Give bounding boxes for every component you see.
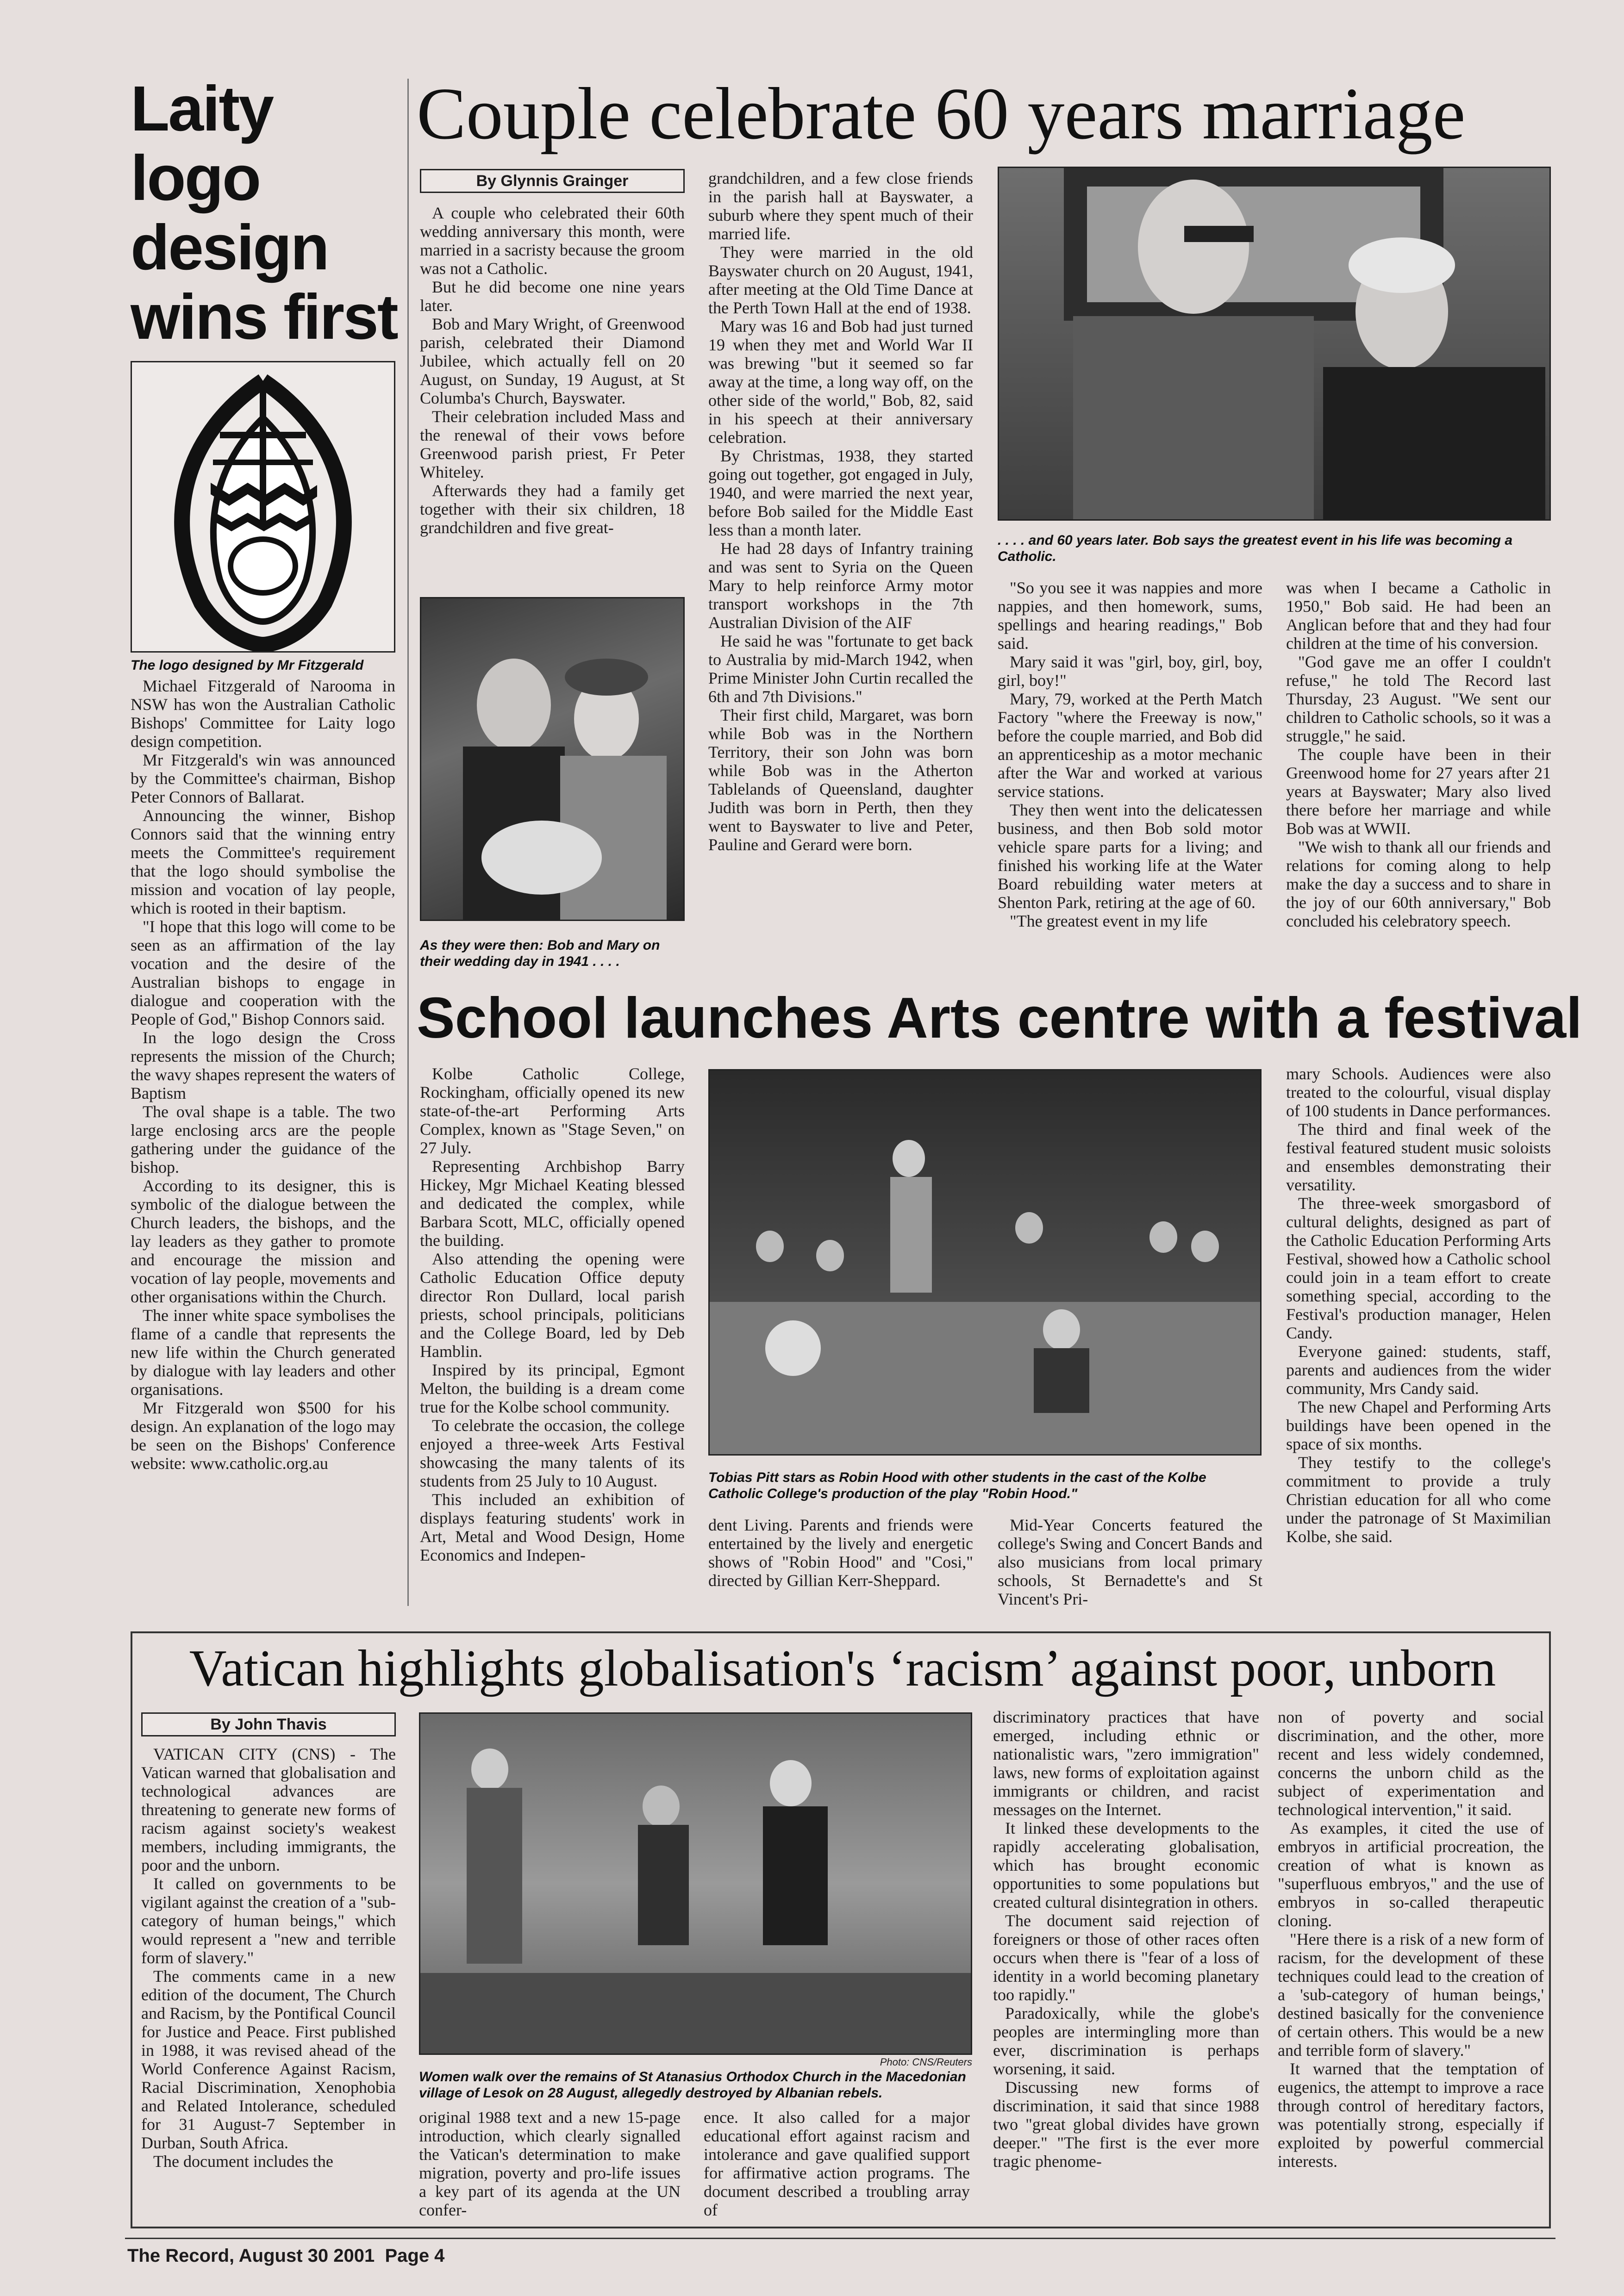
laity-headline: Laity logo design wins first: [131, 73, 397, 353]
paragraph: Their celebration included Mass and the renewal of their vows before Greenwood parish priest, Fr Peter Whiteley.: [420, 407, 685, 481]
paragraph: was when I became a Catholic in 1950," Bob said. He had been an Anglican before that and they had four children at the time of his conversion.: [1286, 579, 1551, 653]
paragraph: Also attending the opening were Catholic Education Office deputy director Ron Dullard, local parish priests, school principals, politicians and the College Board, led by Deb Hamblin.: [420, 1250, 685, 1361]
paragraph: "I hope that this logo will come to be seen as an affirmation of the lay vocation and the desire of the Australian bishops to engage in dialogue and cooperation with the People of God," Bishop Connors said.: [131, 917, 395, 1028]
couple-col1: [420, 204, 685, 537]
school-col3: [998, 1516, 1262, 1608]
page-footer: The Record, August 30 2001 Page 4: [127, 2246, 445, 2266]
paragraph: Mr Fitzgerald's win was announced by the Committee's chairman, Bishop Peter Connors of Ballarat.: [131, 751, 395, 806]
wedding-photo: [420, 597, 685, 921]
paragraph: non of poverty and social discrimination, and the other, more recent and less widely condemned, concerns the unborn child as the subject of experimentation and technological intervention," it said.: [1278, 1708, 1544, 1819]
paragraph: grandchildren, and a few close friends in the parish hall at Bayswater, a suburb where they spent much of their married life.: [708, 169, 973, 243]
lesok-church-photo: [419, 1712, 972, 2055]
couple-headline: Couple celebrate 60 years marriage: [417, 72, 1466, 155]
laity-logo: [131, 361, 395, 653]
paragraph: The oval shape is a table. The two large enclosing arcs are the people gathering under the guidance of the bishop.: [131, 1102, 395, 1176]
vatican-byline: By John Thavis: [141, 1712, 396, 1736]
wedding-photo-caption: As they were then: Bob and Mary on their wedding day in 1941 . . . .: [420, 938, 660, 969]
paragraph: The document includes the: [153, 2152, 333, 2171]
vatican-col5: [1278, 1708, 1544, 2171]
robin-hood-photo: [708, 1069, 1262, 1456]
school-headline: School launches Arts centre with a festival: [417, 986, 1582, 1050]
paragraph: "We wish to thank all our friends and relations for coming along to help make the day a success and to share in the joy of our 60th anniversary," Bob concluded his celebratory speech.: [1286, 838, 1551, 930]
couple-col2: [708, 169, 973, 854]
paragraph: The document said rejection of foreigners or those of other races often occurs when there is "fear of a loss of identity in a world becoming planetary too rapidly.": [993, 1911, 1259, 2004]
paragraph: It called on governments to be vigilant against the creation of a "sub-category of human beings," which would represent a "new and terrible form of slavery.": [141, 1874, 396, 1967]
paragraph: They testify to the college's commitment to provide a truly Christian education for all who come under the patronage of St Maximilian Kolbe, she said.: [1286, 1453, 1551, 1546]
cross-logo-icon: [132, 362, 394, 651]
couple-byline: By Glynnis Grainger: [420, 169, 685, 193]
paragraph: Paradoxically, while the globe's peoples are intermingling more than ever, discrimination is perhaps worsening, it said.: [993, 2004, 1259, 2078]
couple-col3: [998, 579, 1262, 930]
paragraph: According to its designer, this is symbolic of the dialogue between the Church leaders, the bishops, and the lay leaders as they gather to promote and encourage the mission and vocation of lay people, movements and other organisations within the Church.: [131, 1176, 395, 1306]
laity-logo-caption: The logo designed by Mr Fitzgerald: [131, 658, 364, 673]
robin-hood-caption: Tobias Pitt stars as Robin Hood with other students in the cast of the Kolbe Catholic College's production of the play "Robin Hood.": [708, 1470, 1206, 1501]
school-col2: [708, 1516, 973, 1590]
paragraph: Their first child, Margaret, was born while Bob was in the Northern Territory, their son John was born while Bob was in the Atherton Tablelands of Queensland, daughter Judith was born in Perth, then they went to Bayswater to live and Peter, Pauline and Gerard were born.: [708, 706, 973, 854]
paragraph: Everyone gained: students, staff, parents and audiences from the wider community, Mrs Candy said.: [1286, 1342, 1551, 1398]
paragraph: He said he was "fortunate to get back to Australia by mid-March 1942, when Prime Minister John Curtin recalled the 6th and 7th Divisions.": [708, 632, 973, 706]
paragraph: mary Schools. Audiences were also treated to the colourful, visual display of 100 students in Dance performances.: [1286, 1064, 1551, 1120]
column-divider: [407, 79, 409, 1606]
paragraph: They then went into the delicatessen business, and then Bob sold motor vehicle spare parts for a living; and finished his working life at the Water Board rebuilding water meters at Shenton Park, retiring at the age of 60.: [998, 801, 1262, 912]
paragraph: discriminatory practices that have emerged, including ethnic or nationalistic wars, "zero immigration" laws, new forms of exploitation against immigrants or children, and racist messages on the Internet.: [993, 1708, 1259, 1819]
paragraph: The three-week smorgasbord of cultural delights, designed as part of the Catholic Education Performing Arts Festival, showed how a Catholic school could join in a team effort to create something special, according to the Festival's production manager, Helen Candy.: [1286, 1194, 1551, 1342]
paragraph: "Here there is a risk of a new form of racism, for the development of these techniques could lead to the creation of a 'sub-category of human beings,' destined basically for the convenience of certain others. This would be a new and terrible form of slavery.": [1278, 1930, 1544, 2060]
paragraph: Kolbe Catholic College, Rockingham, officially opened its new state-of-the-art Performing Arts Complex, known as "Stage Seven," on 27 July.: [420, 1064, 685, 1157]
vatican-col4: [993, 1708, 1259, 2171]
paragraph: He had 28 days of Infantry training and was sent to Syria on the Queen Mary to help reinforce Army motor transport workshops in the 7th Australian Division of the AIF: [708, 539, 973, 632]
paragraph: The comments came in a new edition of the document, The Church and Racism, by the Pontifical Council for Justice and Peace. First published in 1988, it was revised ahead of the World Conference Against Racism, Racial Discrimination, Xenophobia and Related Intolerance, scheduled for 31 August-7 September in Durban, South Africa.: [141, 1967, 396, 2152]
paragraph: A couple who celebrated their 60th wedding anniversary this month, were married in a sacristy because the groom was not a Catholic.: [420, 204, 685, 278]
school-col4: [1286, 1064, 1551, 1546]
paragraph: Inspired by its principal, Egmont Melton, the building is a dream come true for the Kolbe school community.: [420, 1361, 685, 1416]
paragraph: To celebrate the occasion, the college enjoyed a three-week Arts Festival showcasing the many talents of its students from 25 July to 10 August.: [420, 1416, 685, 1490]
paragraph: Mary was 16 and Bob had just turned 19 when they met and World War II was brewing "but it seemed so far away at the time, a long way off, on the other side of the world," Bob, 82, said in his speech at their anniversary celebration.: [708, 317, 973, 447]
paragraph: ence. It also called for a major educational effort against racism and intolerance and gave qualified support for affirmative action programs. The document described a troubling array of: [704, 2108, 970, 2219]
paragraph: In the logo design the Cross represents the mission of the Church; the wavy shapes represent the waters of Baptism: [131, 1028, 395, 1102]
paragraph: The inner white space symbolises the flame of a candle that represents the new life within the Church generated by dialogue with lay leaders and other organisations.: [131, 1306, 395, 1399]
paragraph: original 1988 text and a new 15-page introduction, which clearly signalled the Vatican's determination to make migration, poverty and pro-life issues a key part of its agenda at the UN confer-: [419, 2108, 681, 2219]
vatican-col2: [419, 2108, 681, 2219]
paragraph: "The greatest event in my life: [1010, 912, 1208, 930]
paragraph: Mr Fitzgerald won $500 for his design. An explanation of the logo may be seen on the Bishops' Conference website: www.catholic.org.au: [131, 1399, 395, 1473]
footer-rule: [125, 2238, 1555, 2239]
paragraph: Mid-Year Concerts featured the college's Swing and Concert Bands and also musicians from local primary schools, St Bernadette's and St Vincent's Pri-: [998, 1516, 1262, 1608]
paragraph: It warned that the temptation of eugenics, the attempt to improve a race through control of hereditary factors, was potentially strong, especially if exploited by powerful commercial interests.: [1278, 2060, 1544, 2171]
vatican-col1: [141, 1745, 396, 2171]
paragraph: The couple have been in their Greenwood home for 27 years after 21 years at Bayswater; Mary also lived there before her marriage and while Bob was at WWII.: [1286, 745, 1551, 838]
vatican-col3: [704, 2108, 970, 2219]
paragraph: Representing Archbishop Barry Hickey, Mgr Michael Keating blessed and dedicated the complex, while Barbara Scott, MLC, officially opened the building.: [420, 1157, 685, 1250]
paragraph: dent Living. Parents and friends were entertained by the lively and energetic shows of "Robin Hood" and "Cosi," directed by Gillian Kerr-Sheppard.: [708, 1516, 973, 1590]
lesok-photo-caption: Women walk over the remains of St Atanasius Orthodox Church in the Macedonian village of Lesok on 28 August, allegedly destroyed by Albanian rebels.: [419, 2069, 966, 2101]
school-col1: [420, 1064, 685, 1564]
paragraph: Discussing new forms of discrimination, it said that since 1988 two "great global divides have grown deeper." "The first is the ever more tragic phenome-: [993, 2078, 1259, 2171]
paragraph: The new Chapel and Performing Arts buildings have been opened in the space of six months.: [1286, 1398, 1551, 1453]
paragraph: But he did become one nine years later.: [420, 278, 685, 315]
couple-col4: [1286, 579, 1551, 930]
paragraph: Mary, 79, worked at the Perth Match Factory "where the Freeway is now," before the couple married, and Bob did an apprenticeship as a motor mechanic after the War and worked at various service stations.: [998, 690, 1262, 801]
paragraph: Afterwards they had a family get together with their six children, 18 grandchildren and five great-: [420, 481, 685, 537]
paragraph: The third and final week of the festival featured student music soloists and ensembles demonstrating their versatility.: [1286, 1120, 1551, 1194]
paragraph: This included an exhibition of displays featuring students' work in Art, Metal and Wood Design, Home Economics and Indepen-: [420, 1490, 685, 1564]
paragraph: Announcing the winner, Bishop Connors said that the winning entry meets the Committee's requirement that the logo should symbolise the mission and vocation of lay people, which is rooted in their baptism.: [131, 806, 395, 917]
paragraph: Michael Fitzgerald of Narooma in NSW has won the Australian Catholic Bishops' Committee for Laity logo design competition.: [131, 677, 395, 751]
paragraph: They were married in the old Bayswater church on 20 August, 1941, after meeting at the Old Time Dance at the Perth Town Hall at the end of 1938.: [708, 243, 973, 317]
laity-body: [131, 677, 395, 1473]
vatican-headline: Vatican highlights globalisation's ‘racism’ against poor, unborn: [189, 1640, 1496, 1697]
paragraph: Mary said it was "girl, boy, girl, boy, girl, boy!": [998, 653, 1262, 690]
photo-credit: Photo: CNS/Reuters: [880, 2056, 972, 2068]
anniversary-photo: [998, 167, 1551, 521]
anniversary-photo-caption: . . . . and 60 years later. Bob says the greatest event in his life was becoming a Catholic.: [998, 533, 1513, 564]
paragraph: "God gave me an offer I couldn't refuse," he told The Record last Thursday, 23 August. "We sent our children to Catholic schools, so it was a struggle," he said.: [1286, 653, 1551, 745]
paragraph: "So you see it was nappies and more nappies, and then homework, sums, spellings and hearing readings," Bob said.: [998, 579, 1262, 653]
paragraph: As examples, it cited the use of embryos in artificial procreation, the creation of what is known as "superfluous embryos," and the use of embryos in so-called therapeutic cloning.: [1278, 1819, 1544, 1930]
paragraph: VATICAN CITY (CNS) - The Vatican warned that globalisation and technological advances are threatening to generate new forms of racism against society's weakest members, including immigrants, the poor and the unborn.: [141, 1745, 396, 1874]
paragraph: It linked these developments to the rapidly accelerating globalisation, which has brought economic opportunities to some populations but created cultural disintegration in others.: [993, 1819, 1259, 1911]
paragraph: Bob and Mary Wright, of Greenwood parish, celebrated their Diamond Jubilee, which actually fell on 20 August, on Sunday, 19 August, at St Columba's Church, Bayswater.: [420, 315, 685, 407]
paragraph: By Christmas, 1938, they started going out together, got engaged in July, 1940, and were married the next year, before Bob sailed for the Middle East less than a month later.: [708, 447, 973, 539]
